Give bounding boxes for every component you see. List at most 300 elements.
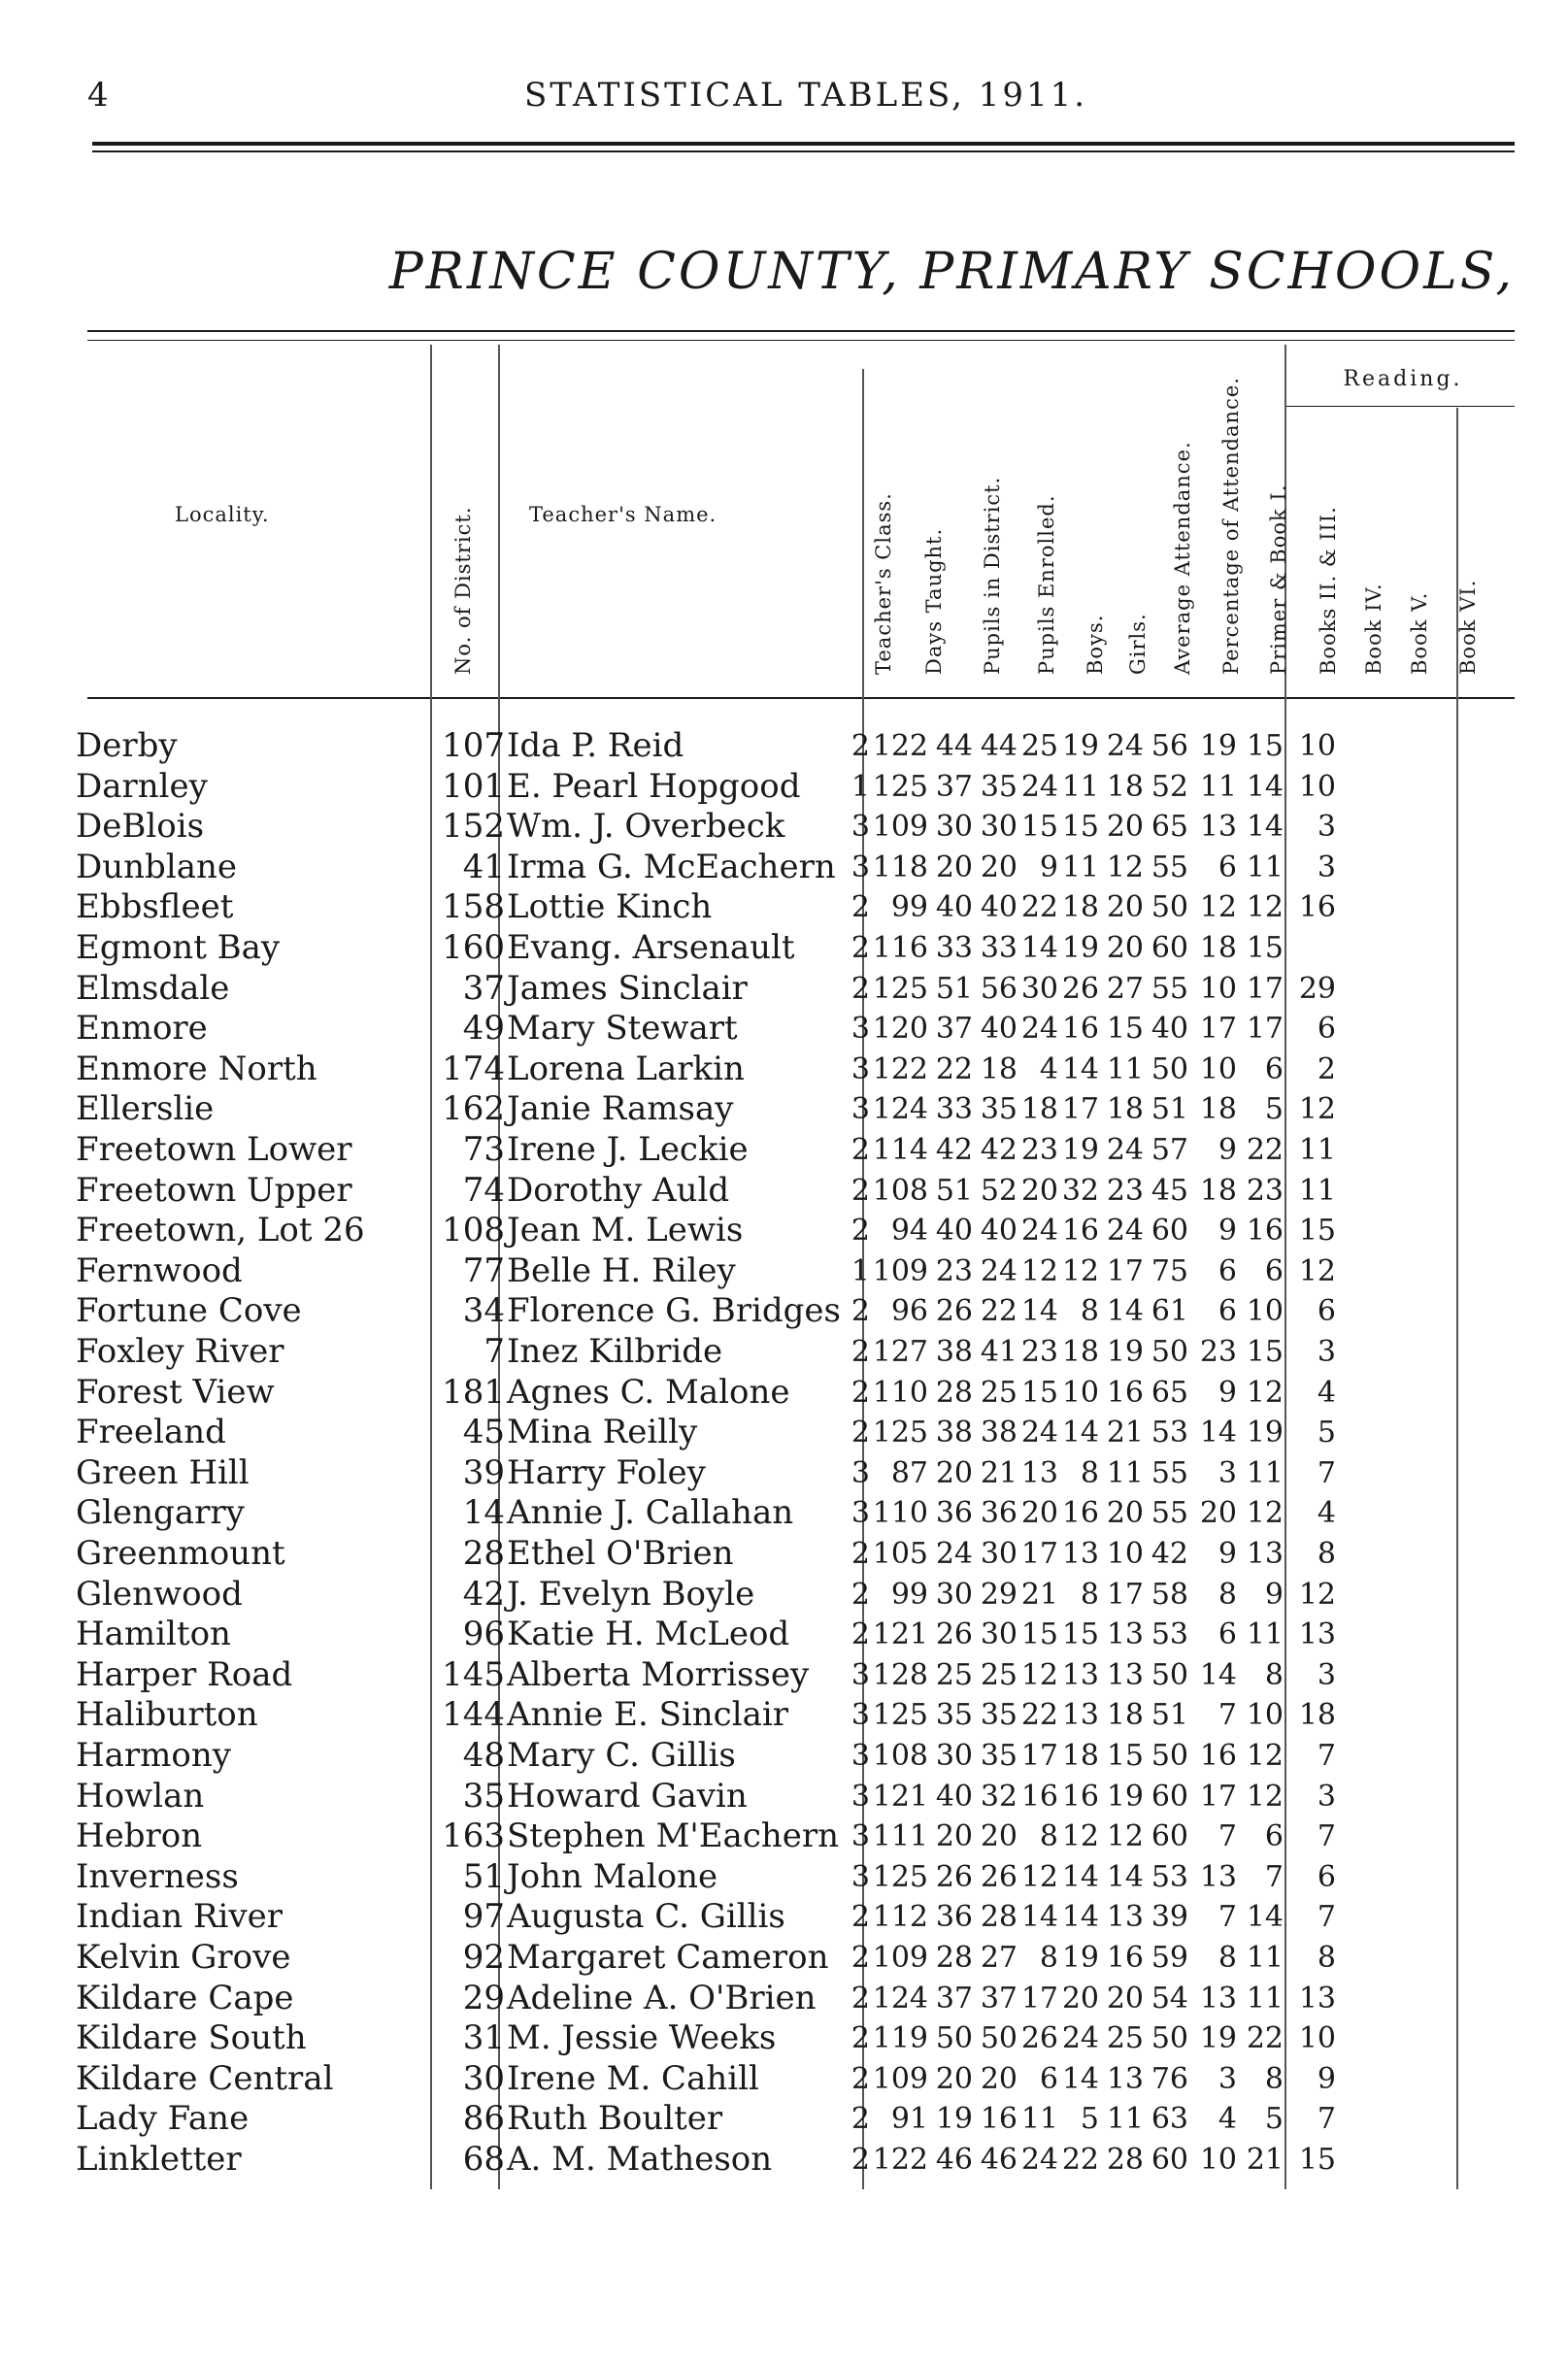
cell-class: 2 [851,2143,870,2177]
table-row [0,1816,1568,1856]
cell-enrolled: 30 [980,1617,1018,1652]
cell-b4: 11 [1298,1133,1336,1167]
cell-in-district: 33 [935,1092,973,1127]
cell-boys: 30 [1020,971,1058,1006]
cell-in-district: 36 [935,1496,973,1531]
cell-class: 2 [851,2021,870,2056]
cell-teacher: Irene M. Cahill [507,2058,759,2098]
cell-teacher: M. Jessie Weeks [507,2018,777,2058]
cell-b23: 11 [1246,1617,1284,1652]
cell-enrolled: 20 [980,2061,1018,2096]
cell-b4: 7 [1317,1739,1336,1773]
cell-class: 2 [851,729,870,763]
cell-avg: 13 [1106,1617,1144,1652]
cell-in-district: 20 [935,1819,973,1854]
cell-boys: 8 [1039,1819,1058,1854]
cell-b23: 14 [1246,810,1284,845]
table-row [0,1211,1568,1250]
cell-avg: 19 [1106,1779,1144,1814]
cell-teacher: Mary C. Gillis [507,1736,736,1775]
table-row [0,1736,1568,1776]
header-district: No. of District. [451,506,475,675]
cell-b4: 3 [1317,1779,1336,1814]
table-row [0,1130,1568,1170]
cell-district: 163 [442,1816,505,1856]
cell-in-district: 42 [935,1133,973,1167]
table-row [0,1251,1568,1291]
cell-district: 73 [462,1130,505,1169]
cell-locality: Freeland [76,1413,226,1452]
cell-boys: 15 [1020,1617,1058,1652]
cell-class: 3 [851,1859,870,1894]
cell-in-district: 33 [935,931,973,965]
cell-locality: Kildare Cape [76,1978,294,2017]
cell-enrolled: 56 [980,971,1018,1006]
cell-pct: 57 [1151,1133,1188,1167]
cell-class: 3 [851,1051,870,1086]
cell-boys: 18 [1020,1092,1058,1127]
cell-pct: 60 [1151,2143,1188,2177]
cell-locality: Green Hill [76,1452,250,1492]
cell-district: 152 [442,807,505,847]
cell-in-district: 30 [935,1739,973,1773]
cell-district: 14 [462,1493,505,1533]
cell-class: 2 [851,1537,870,1571]
cell-days: 99 [890,1577,928,1612]
cell-teacher: Lottie Kinch [507,887,713,927]
cell-b23: 8 [1264,2061,1284,2096]
table-row [0,2099,1568,2139]
cell-enrolled: 24 [980,1253,1018,1288]
cell-locality: Harmony [76,1736,231,1775]
cell-locality: Glenwood [76,1574,243,1614]
cell-b23: 10 [1246,1294,1284,1329]
cell-days: 125 [872,971,928,1006]
cell-b23: 17 [1246,1012,1284,1047]
cell-girls: 19 [1061,729,1099,763]
cell-in-district: 44 [935,729,973,763]
cell-boys: 23 [1020,1133,1058,1167]
cell-boys: 25 [1020,729,1058,763]
running-title: STATISTICAL TABLES, 1911. [523,76,1088,115]
cell-in-district: 40 [935,1214,973,1249]
cell-b23: 6 [1264,1253,1284,1288]
cell-pct: 58 [1151,1577,1188,1612]
cell-boys: 16 [1020,1779,1058,1814]
cell-boys: 23 [1020,1335,1058,1369]
cell-teacher: Katie H. McLeod [507,1615,790,1654]
cell-teacher: Florence G. Bridges [507,1291,841,1331]
cell-pct: 76 [1151,2061,1188,2096]
cell-class: 2 [851,1173,870,1208]
cell-avg: 21 [1106,1416,1144,1450]
header-in-district: Pupils in District. [981,476,1004,675]
header-rule-thin [92,150,1515,152]
header-reading: Reading. [1343,367,1463,391]
cell-boys: 12 [1020,1253,1058,1288]
cell-in-district: 40 [935,1779,973,1814]
cell-primer: 9 [1218,1214,1237,1249]
cell-enrolled: 42 [980,1133,1018,1167]
cell-locality: Ebbsfleet [76,887,234,927]
cell-class: 2 [851,1981,870,2016]
cell-primer: 6 [1218,850,1237,884]
cell-enrolled: 27 [980,1941,1018,1975]
cell-girls: 19 [1061,1133,1099,1167]
cell-b4: 4 [1317,1496,1336,1531]
cell-b4: 18 [1298,1698,1336,1733]
table-row [0,848,1568,887]
cell-locality: DeBlois [76,807,205,847]
cell-b4: 11 [1298,1173,1336,1208]
cell-b23: 12 [1246,1496,1284,1531]
cell-district: 34 [462,1291,505,1331]
table-row [0,2140,1568,2180]
cell-locality: Inverness [76,1856,239,1896]
cell-teacher: Margaret Cameron [507,1938,829,1977]
cell-days: 124 [872,1981,928,2016]
table-row [0,1050,1568,1089]
cell-class: 2 [851,1577,870,1612]
cell-locality: Ellerslie [76,1089,215,1129]
cell-enrolled: 35 [980,1698,1018,1733]
cell-pct: 53 [1151,1617,1188,1652]
header-teacher: Teacher's Name. [529,503,717,526]
cell-class: 3 [851,1739,870,1773]
cell-class: 3 [851,1092,870,1127]
cell-teacher: Wm. J. Overbeck [507,807,785,847]
table-row [0,928,1568,968]
cell-b23: 11 [1246,1941,1284,1975]
table-row [0,1979,1568,2018]
cell-teacher: Adeline A. O'Brien [507,1978,817,2017]
cell-b23: 14 [1246,769,1284,804]
cell-locality: Foxley River [76,1332,284,1371]
cell-b4: 7 [1317,1455,1336,1490]
cell-girls: 19 [1061,931,1099,965]
cell-boys: 14 [1020,1900,1058,1935]
cell-girls: 14 [1061,1051,1099,1086]
cell-b4: 4 [1317,1375,1336,1410]
cell-girls: 18 [1061,1739,1099,1773]
cell-b23: 12 [1246,1739,1284,1773]
cell-enrolled: 40 [980,890,1018,925]
cell-avg: 15 [1106,1012,1144,1047]
cell-boys: 26 [1020,2021,1058,2056]
cell-class: 2 [851,890,870,925]
cell-locality: Howlan [76,1776,205,1816]
cell-teacher: J. Evelyn Boyle [507,1574,755,1614]
cell-avg: 14 [1106,1859,1144,1894]
cell-pct: 60 [1151,1779,1188,1814]
cell-girls: 12 [1061,1819,1099,1854]
cell-days: 94 [890,1214,928,1249]
cell-district: 28 [462,1534,505,1573]
cell-girls: 14 [1061,1859,1099,1894]
cell-enrolled: 25 [980,1657,1018,1692]
cell-district: 7 [484,1332,505,1371]
cell-girls: 17 [1061,1092,1099,1127]
cell-primer: 18 [1199,1173,1237,1208]
cell-in-district: 36 [935,1900,973,1935]
cell-teacher: Dorothy Auld [507,1170,730,1210]
cell-primer: 6 [1218,1617,1237,1652]
header-bottom-rule [87,697,1515,699]
cell-district: 48 [462,1736,505,1775]
cell-b4: 5 [1317,1416,1336,1450]
cell-avg: 27 [1106,971,1144,1006]
cell-days: 118 [872,850,928,884]
cell-b23: 12 [1246,1375,1284,1410]
cell-boys: 24 [1020,1214,1058,1249]
cell-class: 2 [851,1294,870,1329]
cell-primer: 7 [1218,1698,1237,1733]
cell-b23: 16 [1246,1214,1284,1249]
cell-locality: Derby [76,726,178,765]
cell-girls: 15 [1061,810,1099,845]
cell-enrolled: 40 [980,1012,1018,1047]
cell-locality: Lady Fane [76,2099,250,2139]
cell-teacher: Evang. Arsenault [507,928,795,967]
cell-b23: 5 [1264,2102,1284,2137]
cell-avg: 11 [1106,2102,1144,2137]
table-row [0,1655,1568,1695]
cell-b4: 12 [1298,1092,1336,1127]
cell-b4: 12 [1298,1253,1336,1288]
cell-days: 122 [872,729,928,763]
cell-girls: 16 [1061,1214,1099,1249]
cell-teacher: Janie Ramsay [507,1089,734,1129]
cell-in-district: 26 [935,1617,973,1652]
cell-primer: 11 [1199,769,1237,804]
cell-days: 128 [872,1657,928,1692]
cell-locality: Linkletter [76,2140,242,2179]
cell-girls: 14 [1061,2061,1099,2096]
cell-pct: 61 [1151,1294,1188,1329]
cell-enrolled: 30 [980,1537,1018,1571]
cell-enrolled: 18 [980,1051,1018,1086]
cell-days: 109 [872,1253,928,1288]
cell-district: 181 [442,1372,505,1412]
cell-locality: Darnley [76,766,208,806]
cell-b4: 3 [1317,1335,1336,1369]
cell-girls: 18 [1061,1335,1099,1369]
cell-primer: 7 [1218,1900,1237,1935]
cell-boys: 12 [1020,1859,1058,1894]
cell-in-district: 51 [935,971,973,1006]
cell-girls: 13 [1061,1698,1099,1733]
cell-girls: 8 [1080,1577,1099,1612]
cell-district: 29 [462,1978,505,2017]
cell-teacher: Mary Stewart [507,1009,738,1049]
cell-b4: 13 [1298,1617,1336,1652]
cell-district: 107 [442,726,505,765]
cell-b4: 6 [1317,1859,1336,1894]
table-row [0,969,1568,1009]
cell-primer: 19 [1199,729,1237,763]
cell-pct: 50 [1151,1335,1188,1369]
cell-in-district: 26 [935,1859,973,1894]
cell-pct: 51 [1151,1092,1188,1127]
cell-in-district: 37 [935,769,973,804]
table-row [0,1493,1568,1533]
cell-primer: 23 [1199,1335,1237,1369]
cell-in-district: 22 [935,1051,973,1086]
cell-days: 122 [872,1051,928,1086]
cell-avg: 20 [1106,890,1144,925]
cell-b23: 6 [1264,1819,1284,1854]
cell-days: 108 [872,1173,928,1208]
cell-days: 125 [872,1859,928,1894]
cell-class: 2 [851,1416,870,1450]
cell-primer: 17 [1199,1012,1237,1047]
cell-avg: 10 [1106,1537,1144,1571]
header-book-4: Book IV. [1362,583,1385,675]
cell-teacher: Agnes C. Malone [507,1372,790,1412]
cell-girls: 5 [1080,2102,1099,2137]
header-days: Days Taught. [922,527,946,675]
cell-teacher: Stephen M'Eachern [507,1816,840,1856]
cell-b23: 15 [1246,931,1284,965]
cell-teacher: Ethel O'Brien [507,1534,734,1573]
cell-b23: 22 [1246,2021,1284,2056]
cell-in-district: 38 [935,1416,973,1450]
table-row [0,726,1568,766]
cell-primer: 17 [1199,1779,1237,1814]
cell-boys: 14 [1020,931,1058,965]
cell-girls: 11 [1061,769,1099,804]
cell-class: 3 [851,1698,870,1733]
cell-b4: 10 [1298,729,1336,763]
cell-pct: 53 [1151,1416,1188,1450]
header-primer: Primer & Book I. [1267,483,1290,675]
cell-pct: 55 [1151,1455,1188,1490]
cell-enrolled: 25 [980,1375,1018,1410]
cell-b23: 12 [1246,890,1284,925]
cell-enrolled: 41 [980,1335,1018,1369]
cell-days: 121 [872,1617,928,1652]
cell-class: 3 [851,1779,870,1814]
cell-avg: 24 [1106,1133,1144,1167]
table-row [0,1291,1568,1331]
cell-avg: 19 [1106,1335,1144,1369]
cell-b23: 15 [1246,1335,1284,1369]
header-book-6: Book VI. [1456,579,1480,675]
cell-girls: 14 [1061,1416,1099,1450]
cell-enrolled: 36 [980,1496,1018,1531]
cell-teacher: A. M. Matheson [507,2140,773,2179]
cell-b4: 15 [1298,1214,1336,1249]
cell-primer: 14 [1199,1416,1237,1450]
cell-days: 119 [872,2021,928,2056]
cell-days: 109 [872,810,928,845]
cell-avg: 13 [1106,1900,1144,1935]
cell-primer: 9 [1218,1375,1237,1410]
cell-district: 74 [462,1170,505,1210]
table-top-rule [87,330,1515,332]
cell-boys: 24 [1020,769,1058,804]
cell-teacher: Howard Gavin [507,1776,748,1816]
cell-pct: 50 [1151,1739,1188,1773]
cell-days: 87 [890,1455,928,1490]
cell-avg: 24 [1106,729,1144,763]
cell-primer: 8 [1218,1941,1237,1975]
cell-b23: 5 [1264,1092,1284,1127]
cell-locality: Hamilton [76,1615,231,1654]
cell-avg: 16 [1106,1941,1144,1975]
cell-primer: 10 [1199,971,1237,1006]
cell-pct: 39 [1151,1900,1188,1935]
cell-b4: 3 [1317,810,1336,845]
cell-girls: 26 [1061,971,1099,1006]
cell-pct: 59 [1151,1941,1188,1975]
cell-days: 114 [872,1133,928,1167]
cell-teacher: Lorena Larkin [507,1049,745,1088]
cell-days: 109 [872,2061,928,2096]
cell-boys: 24 [1020,1416,1058,1450]
cell-avg: 23 [1106,1173,1144,1208]
header-class: Teacher's Class. [872,492,895,675]
cell-class: 2 [851,1133,870,1167]
cell-in-district: 38 [935,1335,973,1369]
cell-locality: Freetown Upper [76,1170,352,1210]
cell-days: 110 [872,1496,928,1531]
cell-locality: Glengarry [76,1493,245,1533]
cell-avg: 14 [1106,1294,1144,1329]
cell-days: 127 [872,1335,928,1369]
table-row [0,1453,1568,1493]
cell-days: 96 [890,1294,928,1329]
cell-pct: 55 [1151,1496,1188,1531]
cell-girls: 16 [1061,1779,1099,1814]
cell-days: 125 [872,1416,928,1450]
table-row [0,1938,1568,1978]
table-row [0,2018,1568,2058]
cell-b23: 6 [1264,1051,1284,1086]
cell-class: 2 [851,1900,870,1935]
cell-pct: 65 [1151,1375,1188,1410]
cell-locality: Freetown, Lot 26 [76,1211,365,1250]
cell-enrolled: 44 [980,729,1018,763]
cell-days: 91 [890,2102,928,2137]
cell-primer: 8 [1218,1577,1237,1612]
cell-in-district: 30 [935,1577,973,1612]
cell-b4: 6 [1317,1012,1336,1047]
cell-avg: 17 [1106,1253,1144,1288]
cell-class: 2 [851,931,870,965]
cell-locality: Harper Road [76,1654,293,1694]
cell-b23: 11 [1246,850,1284,884]
cell-in-district: 20 [935,850,973,884]
cell-locality: Elmsdale [76,968,230,1008]
cell-in-district: 40 [935,890,973,925]
cell-class: 3 [851,810,870,845]
cell-days: 105 [872,1537,928,1571]
cell-district: 39 [462,1452,505,1492]
cell-locality: Kelvin Grove [76,1938,291,1977]
table-row [0,1857,1568,1897]
cell-boys: 20 [1020,1496,1058,1531]
cell-enrolled: 33 [980,931,1018,965]
table-row [0,1777,1568,1816]
cell-girls: 32 [1061,1173,1099,1208]
cell-boys: 17 [1020,1537,1058,1571]
header-enrolled: Pupils Enrolled. [1035,494,1058,675]
cell-girls: 12 [1061,1253,1099,1288]
cell-district: 51 [462,1856,505,1896]
cell-pct: 65 [1151,810,1188,845]
page-number: 4 [87,76,109,115]
